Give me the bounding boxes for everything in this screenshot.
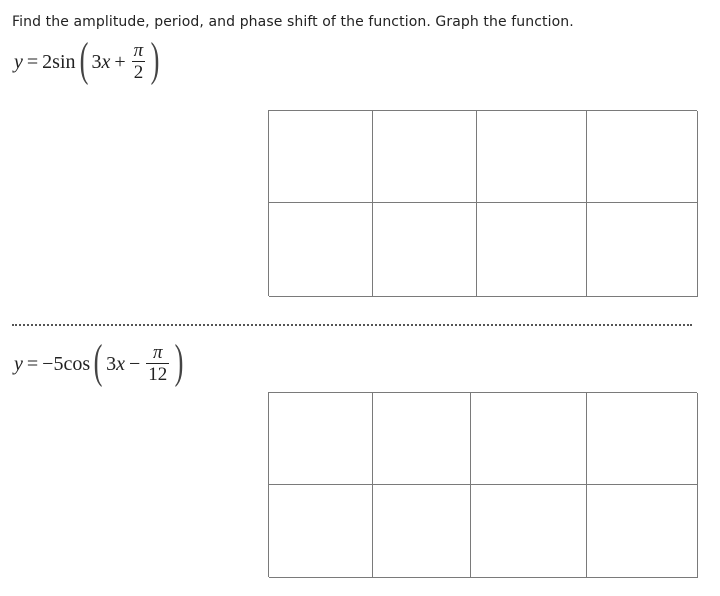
grid-cell[interactable] — [477, 111, 587, 203]
equation-2-numerator: π — [153, 341, 163, 363]
grid-cell[interactable] — [373, 203, 477, 297]
instruction-text: Find the amplitude, period, and phase shift of the function. Graph the function. — [12, 14, 574, 30]
grid-cell[interactable] — [269, 203, 373, 297]
equation-1-inner-coef: 3 — [91, 50, 102, 73]
equation-2-function: −5cos — [42, 352, 91, 375]
equation-1-sign: + — [114, 50, 126, 73]
equation-2-equals: = — [26, 352, 39, 375]
equation-2-fraction — [146, 343, 169, 386]
equation-2-inner-coef: 3 — [106, 352, 117, 375]
grid-cell[interactable] — [471, 485, 587, 578]
grid-cell[interactable] — [373, 111, 477, 203]
equation-1-equals: = — [26, 50, 39, 73]
equation-1-function: 2sin — [42, 50, 76, 73]
grid-cell[interactable] — [587, 111, 698, 203]
equation-1-right-paren: ) — [150, 33, 160, 86]
grid-cell[interactable] — [373, 485, 471, 578]
section-divider — [12, 324, 692, 326]
grid-cell[interactable] — [471, 393, 587, 485]
equation-2-right-paren: ) — [174, 335, 184, 388]
equation-2-inner-var: x — [116, 352, 125, 375]
equation-1-numerator: π — [133, 39, 144, 61]
equation-2-denominator: 12 — [148, 363, 168, 385]
equation-2 — [14, 335, 187, 388]
equation-1-fraction — [132, 41, 146, 84]
grid-cell[interactable] — [269, 111, 373, 203]
equation-1 — [14, 33, 163, 86]
grid-cell[interactable] — [587, 393, 698, 485]
equation-2-sign: − — [129, 352, 141, 375]
grid-cell[interactable] — [269, 393, 373, 485]
equation-2-left-paren: ( — [93, 335, 103, 388]
grid-cell[interactable] — [587, 203, 698, 297]
grid-cell[interactable] — [477, 203, 587, 297]
equation-2-lhs: y — [14, 352, 23, 375]
equation-1-left-paren: ( — [79, 33, 88, 86]
grid-cell[interactable] — [269, 485, 373, 578]
equation-1-denominator: 2 — [133, 61, 144, 83]
grid-cell[interactable] — [373, 393, 471, 485]
graph-grid-1[interactable] — [268, 110, 697, 296]
graph-grid-2[interactable] — [268, 392, 697, 577]
equation-1-lhs: y — [14, 50, 23, 73]
equation-1-inner-var: x — [101, 50, 111, 73]
grid-cell[interactable] — [587, 485, 698, 578]
